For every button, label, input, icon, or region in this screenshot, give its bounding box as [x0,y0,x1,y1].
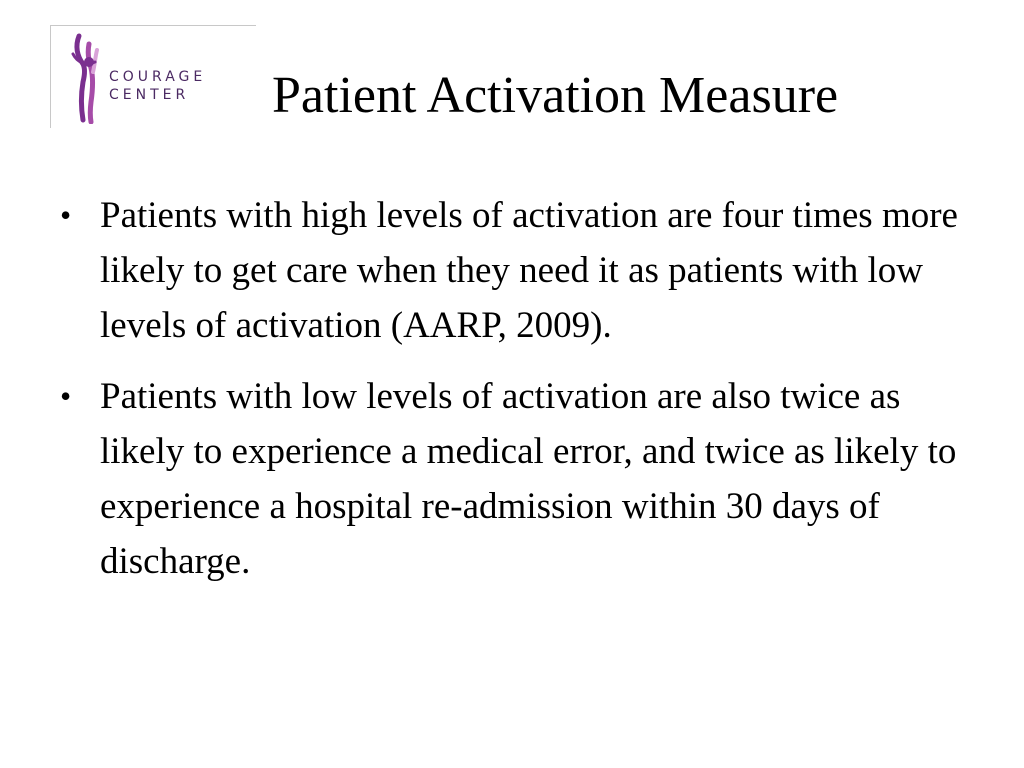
person-figure-icon [65,32,111,124]
bullet-item [54,369,974,589]
bullet-marker: • [60,197,72,233]
slide-title: Patient Activation Measure [272,67,839,124]
courage-center-logo [50,25,256,128]
bullet-text: Patients with low levels of activation are also twice as likely to experience a medical error, and twice as likely to experience a hospital re-admission within 30 days of discharge. [100,376,957,582]
logo-text-courage: COURAGE [109,69,207,85]
logo-wordmark [109,68,206,104]
logo-text-center: CENTER [109,87,190,103]
bullet-item [54,188,974,353]
bullet-text: Patients with high levels of activation are four times more likely to get care when they need it as patients with low levels of activation (AARP, 2009). [100,195,958,346]
bullet-marker: • [60,378,72,414]
bullet-list [54,188,974,605]
